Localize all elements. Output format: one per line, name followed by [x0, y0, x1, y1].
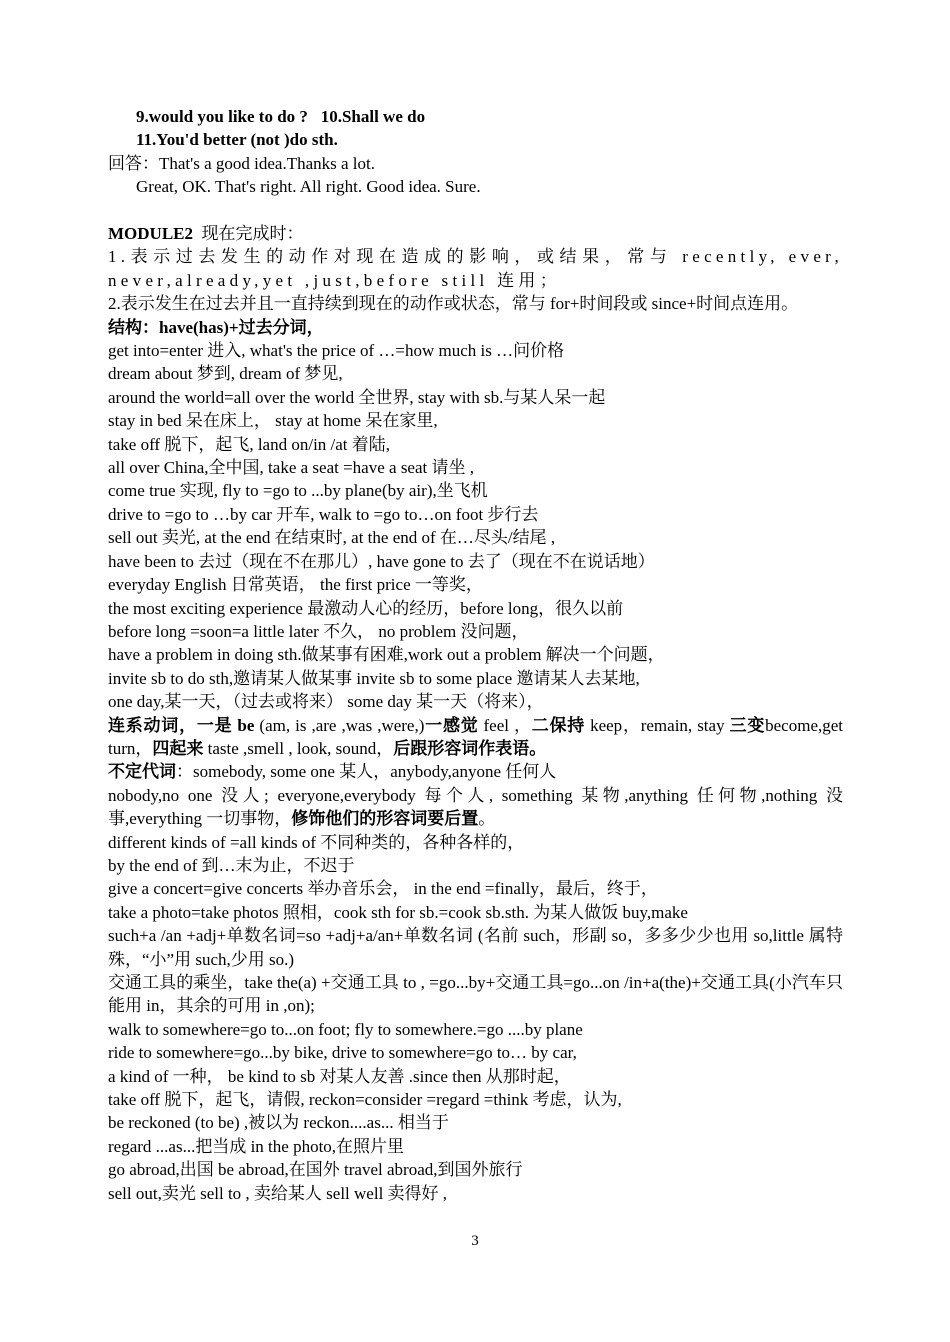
vocab-line: all over China,全中国, take a seat =have a seat 请坐 ,: [108, 458, 474, 478]
vocab-line: get into=enter 进入, what's the price of …=how much is …问价格: [108, 341, 565, 361]
linking-be-forms: (am, is ,are ,was ,were,): [254, 715, 425, 735]
vocab-line: be reckoned (to be) ,被以为 reckon....as... 相当于: [108, 1113, 449, 1133]
vocab-line: walk to somewhere=go to...on foot; fly to somewhere.=go ....by plane: [108, 1019, 583, 1039]
vocab-line: by the end of 到…末为止，不迟于: [108, 855, 355, 875]
usage-paragraph-1: 1.表示过去发生的动作对现在造成的影响，或结果，常与 recently, ever, never,already,yet ,just,before still 连用；: [108, 247, 843, 290]
linking-feel-label: 一感觉: [424, 715, 479, 735]
indef-rule: 修饰他们的形容词要后置: [291, 809, 479, 829]
module-title: MODULE2: [108, 224, 193, 244]
linking-sense: taste ,smell , look, sound，: [203, 738, 394, 758]
vocab-line: dream about 梦到, dream of 梦见,: [108, 364, 343, 384]
indef-label: 不定代词: [108, 762, 176, 782]
vocab-line: around the world=all over the world 全世界, stay with sb.与某人呆一起: [108, 387, 606, 407]
vocab-line: different kinds of =all kinds of 不同种类的，各种各样的，: [108, 832, 525, 852]
linking-label: 连系动词，一是 be: [108, 715, 255, 735]
answer-options-line: Great, OK. That's right. All right. Good idea. Sure.: [136, 177, 481, 197]
page-content: [108, 105, 843, 1205]
vocab-line: go abroad,出国 be abroad,在国外 travel abroad,到国外旅行: [108, 1160, 523, 1180]
vocab-line: have a problem in doing sth.做某事有困难,work out a problem 解决一个问题，: [108, 645, 665, 665]
phrase-9: 9.would you like to do ?: [136, 107, 308, 126]
vocab-line: regard ...as...把当成 in the photo,在照片里: [108, 1136, 405, 1156]
linking-verbs-paragraph: [108, 714, 843, 761]
vocab-line: a kind of 一种， be kind to sb 对某人友善 .since then 从那时起，: [108, 1066, 571, 1086]
phrase-line-11: 11.You'd better (not )do sth.: [136, 130, 338, 150]
vocab-line: one day,某一天，（过去或将来） some day 某一天（将来），: [108, 692, 544, 712]
linking-keep: keep，remain, stay: [585, 715, 730, 735]
vocab-line: drive to =go to …by car 开车, walk to =go to…on foot 步行去: [108, 504, 539, 524]
page-number: 3: [471, 1233, 479, 1249]
answer-line: 回答：That's a good idea.Thanks a lot.: [108, 153, 375, 173]
vocab-line: before long =soon=a little later 不久， no problem 没问题，: [108, 621, 529, 641]
vocab-line: the most exciting experience 最激动人心的经历，before long，很久以前: [108, 598, 624, 618]
module-title-cn: 现在完成时：: [201, 224, 304, 244]
vocab-line: sell out,卖光 sell to , 卖给某人 sell well 卖得好 ,: [108, 1183, 448, 1203]
vocab-line: ride to somewhere=go...by bike, drive to somewhere=go to… by car,: [108, 1043, 577, 1063]
vocab-line: take a photo=take photos 照相，cook sth for sb.=cook sb.sth. 为某人做饭 buy,make: [108, 902, 688, 922]
indefinite-pronouns-paragraph: [108, 784, 843, 831]
vocab-line: come true 实现, fly to =go to ...by plane(by air),坐飞机: [108, 481, 488, 501]
vocab-line: take off 脱下，起飞, land on/in /at 着陆,: [108, 434, 391, 454]
vocab-line: give a concert=give concerts 举办音乐会， in the end =finally，最后，终于，: [108, 879, 658, 899]
linking-become-label: 三变: [729, 715, 766, 735]
usage-paragraph-2: 2.表示发生在过去并且一直持续到现在的动作或状态，常与 for+时间段或 since+时间点连用。: [108, 294, 799, 314]
linking-sense-label: 四起来: [152, 738, 204, 758]
spacer: [108, 199, 843, 222]
linking-feel: feel ，: [478, 715, 532, 735]
indef-period: 。: [478, 809, 496, 829]
phrase-10: 10.Shall we do: [320, 107, 426, 126]
module-heading: [108, 222, 843, 245]
indef-more-examples: nobody,no one 没人; everyone,everybody 每个人, something 某物,anything 任何物,nothing 没事,everything 一切事物，: [108, 785, 843, 829]
indef-examples: ：somebody, some one 某人，anybody,anyone 任何人: [176, 762, 557, 782]
such-so-paragraph: such+a /an +adj+单数名词=so +adj+a/an+单数名词 (名前 such，形副 so，多多少少也用 so,little 属特殊，“小”用 such,少用 so.): [108, 926, 843, 969]
vocab-line: take off 脱下，起飞，请假, reckon=consider =regard =think 考虑，认为,: [108, 1090, 622, 1110]
linking-keep-label: 二保持: [531, 715, 586, 735]
linking-become: become,get turn，: [108, 715, 844, 758]
transport-paragraph: 交通工具的乘坐，take the(a) +交通工具 to , =go...by+交通工具=go...on /in+a(the)+交通工具(小汽车只能用 in，其余的可用 in ,on);: [108, 973, 843, 1016]
vocab-line: have been to 去过（现在不在那儿）, have gone to 去了（现在不在说话地）: [108, 551, 655, 571]
indefinite-pronouns-line: [108, 760, 843, 783]
vocab-line: everyday English 日常英语， the first price 一等奖，: [108, 575, 483, 595]
linking-rule: 后跟形容词作表语。: [393, 738, 547, 758]
structure-line: 结构：have(has)+过去分词，: [108, 317, 324, 337]
vocab-line: invite sb to do sth,邀请某人做某事 invite sb to some place 邀请某人去某地,: [108, 668, 640, 688]
vocab-line: stay in bed 呆在床上， stay at home 呆在家里,: [108, 411, 438, 431]
vocab-line: sell out 卖光, at the end 在结束时, at the end of 在…尽头/结尾 ,: [108, 528, 556, 548]
phrase-line-9-10: [108, 105, 843, 128]
